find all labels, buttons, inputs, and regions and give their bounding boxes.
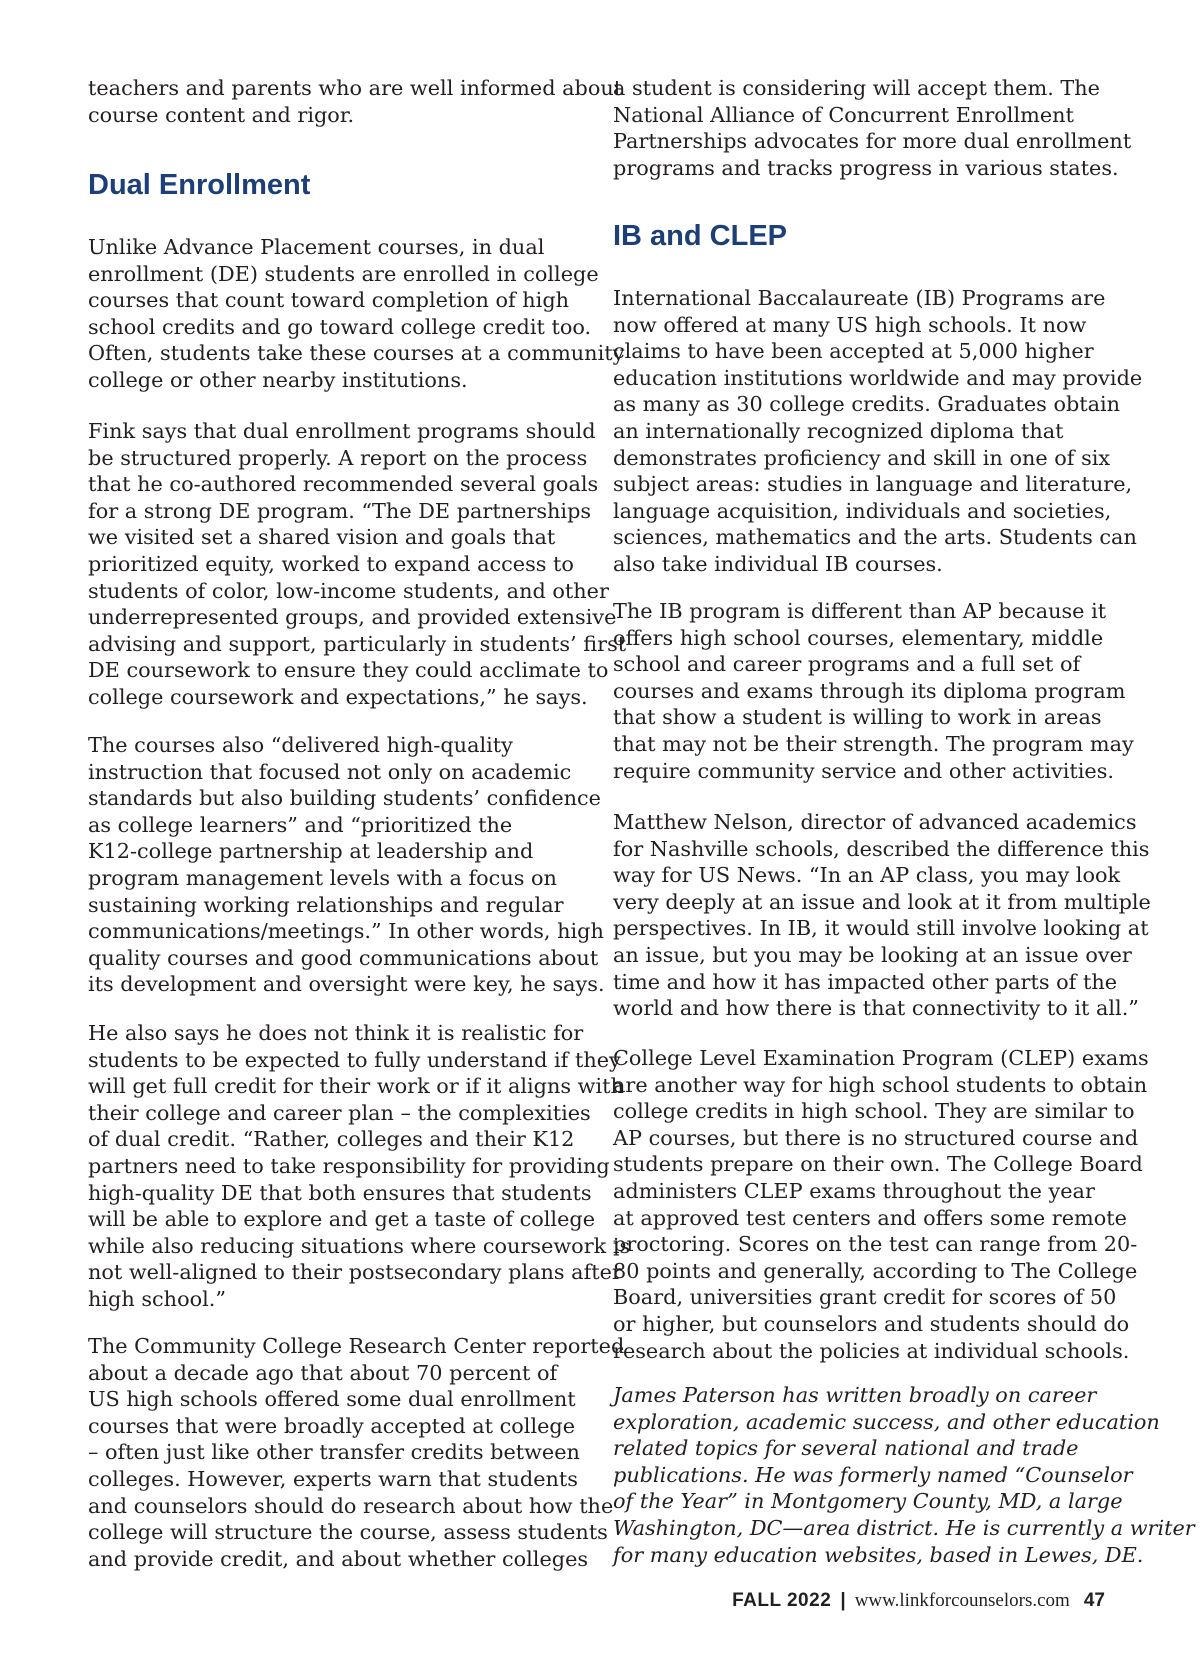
text-line: subject areas: studies in language and literature,: [613, 472, 1133, 497]
text-line: at approved test centers and offers some remote: [613, 1205, 1127, 1230]
text-line: standards but also building students’ confidence: [88, 786, 601, 811]
intro-paragraph: [88, 75, 622, 128]
text-line: quality courses and good communications about: [88, 945, 599, 970]
text-line: of dual credit. “Rather, colleges and their K12: [88, 1127, 575, 1152]
paragraph: [88, 234, 624, 394]
text-line: demonstrates proficiency and skill in one of six: [613, 445, 1111, 470]
paragraph: [88, 418, 626, 711]
paragraph: [613, 285, 1142, 578]
issue-label: FALL 2022: [732, 1590, 832, 1611]
text-line: programs and tracks progress in various states.: [613, 155, 1119, 180]
text-line: will be able to explore and get a taste of college: [88, 1207, 595, 1232]
text-line: are another way for high school students to obtain: [613, 1072, 1148, 1097]
text-line: school and career programs and a full set of: [613, 652, 1081, 677]
text-line: not well-aligned to their postsecondary plans after: [88, 1260, 622, 1285]
text-line: He also says he does not think it is realistic for: [88, 1021, 584, 1045]
text-line: students to be expected to fully understand if they: [88, 1047, 621, 1072]
text-line: Washington, DC—area district. He is currently a writer: [613, 1515, 1195, 1540]
page-footer: [732, 1588, 1105, 1613]
text-line: Fink says that dual enrollment programs should: [88, 419, 596, 443]
text-line: International Baccalaureate (IB) Programs are: [613, 286, 1106, 310]
text-line: claims to have been accepted at 5,000 higher: [613, 339, 1094, 364]
text-line: Matthew Nelson, director of advanced academics: [613, 810, 1137, 834]
text-line: related topics for several national and trade: [613, 1436, 1079, 1461]
text-line: course content and rigor.: [88, 102, 355, 127]
text-line: high school.”: [88, 1286, 227, 1311]
text-line: publications. He was formerly named “Counselor: [613, 1462, 1133, 1487]
text-line: an issue, but you may be looking at an issue over: [613, 942, 1132, 967]
text-line: students prepare on their own. The College Board: [613, 1152, 1143, 1177]
text-line: of the Year” in Montgomery County, MD, a large: [613, 1489, 1123, 1514]
text-line: for many education websites, based in Lewes, DE.: [613, 1542, 1144, 1567]
website-link[interactable]: www.linkforcounselors.com: [854, 1590, 1070, 1611]
footer-separator: |: [840, 1590, 846, 1611]
text-line: way for US News. “In an AP class, you may look: [613, 863, 1121, 888]
text-line: their college and career plan – the complexities: [88, 1100, 591, 1125]
text-line: instruction that focused not only on academic: [88, 759, 572, 784]
paragraph: [613, 1045, 1149, 1364]
section-heading-dual-enrollment: Dual Enrollment: [88, 169, 311, 201]
text-line: The courses also “delivered high-quality: [88, 733, 513, 757]
text-line: US high schools offered some dual enrollment: [88, 1387, 576, 1412]
text-line: very deeply at an issue and look at it from multiple: [613, 889, 1151, 914]
text-line: as many as 30 college credits. Graduates obtain: [613, 392, 1121, 417]
text-line: courses and exams through its diploma program: [613, 678, 1126, 703]
text-line: college coursework and expectations,” he says.: [88, 684, 588, 709]
paragraph: [613, 809, 1151, 1022]
text-line: administers CLEP exams throughout the year: [613, 1178, 1095, 1203]
text-line: underrepresented groups, and provided extensive: [88, 605, 617, 630]
text-line: Partnerships advocates for more dual enrollment: [613, 129, 1132, 154]
text-line: perspectives. In IB, it would still involve looking at: [613, 916, 1149, 941]
text-line: offers high school courses, elementary, middle: [613, 625, 1104, 650]
text-line: language acquisition, individuals and societies,: [613, 498, 1112, 523]
text-line: Unlike Advance Placement courses, in dual: [88, 235, 545, 259]
text-line: college will structure the course, assess students: [88, 1520, 608, 1545]
text-line: teachers and parents who are well informed about: [88, 76, 623, 100]
text-line: college credits in high school. They are similar to: [613, 1099, 1135, 1124]
text-line: for Nashville schools, described the difference this: [613, 836, 1150, 861]
text-line: an internationally recognized diploma that: [613, 418, 1064, 443]
page-number: 47: [1083, 1590, 1105, 1611]
text-line: students of color, low-income students, and other: [88, 578, 609, 603]
text-line: courses that were broadly accepted at college: [88, 1413, 576, 1438]
text-line: that show a student is willing to work in areas: [613, 705, 1102, 730]
text-line: research about the policies at individual schools.: [613, 1338, 1130, 1363]
text-line: The IB program is different than AP because it: [613, 599, 1107, 623]
text-line: high-quality DE that both ensures that students: [88, 1180, 592, 1205]
text-line: DE coursework to ensure they could acclimate to: [88, 658, 609, 683]
paragraph: [88, 1333, 624, 1572]
text-line: or higher, but counselors and students should do: [613, 1311, 1130, 1336]
author-bio: [613, 1382, 1195, 1568]
text-line: and counselors should do research about how the: [88, 1493, 614, 1518]
text-line: sciences, mathematics and the arts. Students can: [613, 525, 1137, 550]
text-line: courses that count toward completion of high: [88, 288, 570, 313]
paragraph: [613, 598, 1134, 784]
text-line: while also reducing situations where coursework is: [88, 1233, 631, 1258]
text-line: will get full credit for their work or if it aligns with: [88, 1074, 624, 1099]
text-line: sustaining working relationships and regular: [88, 892, 564, 917]
paragraph: [88, 732, 605, 998]
text-line: about a decade ago that about 70 percent of: [88, 1360, 558, 1385]
paragraph: [613, 75, 1131, 181]
text-line: exploration, academic success, and other education: [613, 1409, 1160, 1434]
text-line: James Paterson has written broadly on career: [613, 1383, 1097, 1407]
text-line: K12-college partnership at leadership and: [88, 839, 534, 864]
text-line: world and how there is that connectivity to it all.”: [613, 996, 1139, 1021]
text-line: prioritized equity, worked to expand access to: [88, 551, 574, 576]
text-line: for a strong DE program. “The DE partnerships: [88, 498, 592, 523]
text-line: school credits and go toward college credit too.: [88, 314, 592, 339]
text-line: partners need to take responsibility for providing: [88, 1153, 610, 1178]
text-line: require community service and other activities.: [613, 758, 1115, 783]
text-line: College Level Examination Program (CLEP) exams: [613, 1046, 1149, 1070]
text-line: education institutions worldwide and may provide: [613, 365, 1143, 390]
text-line: colleges. However, experts warn that students: [88, 1466, 578, 1491]
text-line: Often, students take these courses at a community: [88, 341, 625, 366]
text-line: college or other nearby institutions.: [88, 367, 468, 392]
text-line: enrollment (DE) students are enrolled in college: [88, 261, 599, 286]
paragraph: [88, 1020, 630, 1313]
text-line: as college learners” and “prioritized the: [88, 812, 513, 837]
text-line: proctoring. Scores on the test can range from 20-: [613, 1232, 1138, 1257]
text-line: be structured properly. A report on the process: [88, 445, 588, 470]
text-line: The Community College Research Center reported: [88, 1334, 625, 1358]
text-line: advising and support, particularly in students’ first: [88, 631, 627, 656]
text-line: and provide credit, and about whether colleges: [88, 1546, 589, 1571]
text-line: its development and oversight were key, he says.: [88, 972, 605, 997]
text-line: a student is considering will accept them. The: [613, 76, 1100, 100]
text-line: now offered at many US high schools. It now: [613, 312, 1087, 337]
text-line: time and how it has impacted other parts of the: [613, 969, 1118, 994]
text-line: also take individual IB courses.: [613, 551, 943, 576]
text-line: 80 points and generally, according to The College: [613, 1258, 1138, 1283]
text-line: – often just like other transfer credits between: [88, 1440, 580, 1465]
text-line: we visited set a shared vision and goals that: [88, 525, 556, 550]
text-line: that he co-authored recommended several goals: [88, 472, 599, 497]
text-line: program management levels with a focus on: [88, 865, 557, 890]
text-line: Board, universities grant credit for scores of 50: [613, 1285, 1117, 1310]
text-line: National Alliance of Concurrent Enrollment: [613, 102, 1074, 127]
text-line: AP courses, but there is no structured course and: [613, 1125, 1139, 1150]
text-line: communications/meetings.” In other words, high: [88, 919, 604, 944]
text-line: that may not be their strength. The program may: [613, 731, 1134, 756]
section-heading-ib-and-clep: IB and CLEP: [613, 220, 788, 252]
